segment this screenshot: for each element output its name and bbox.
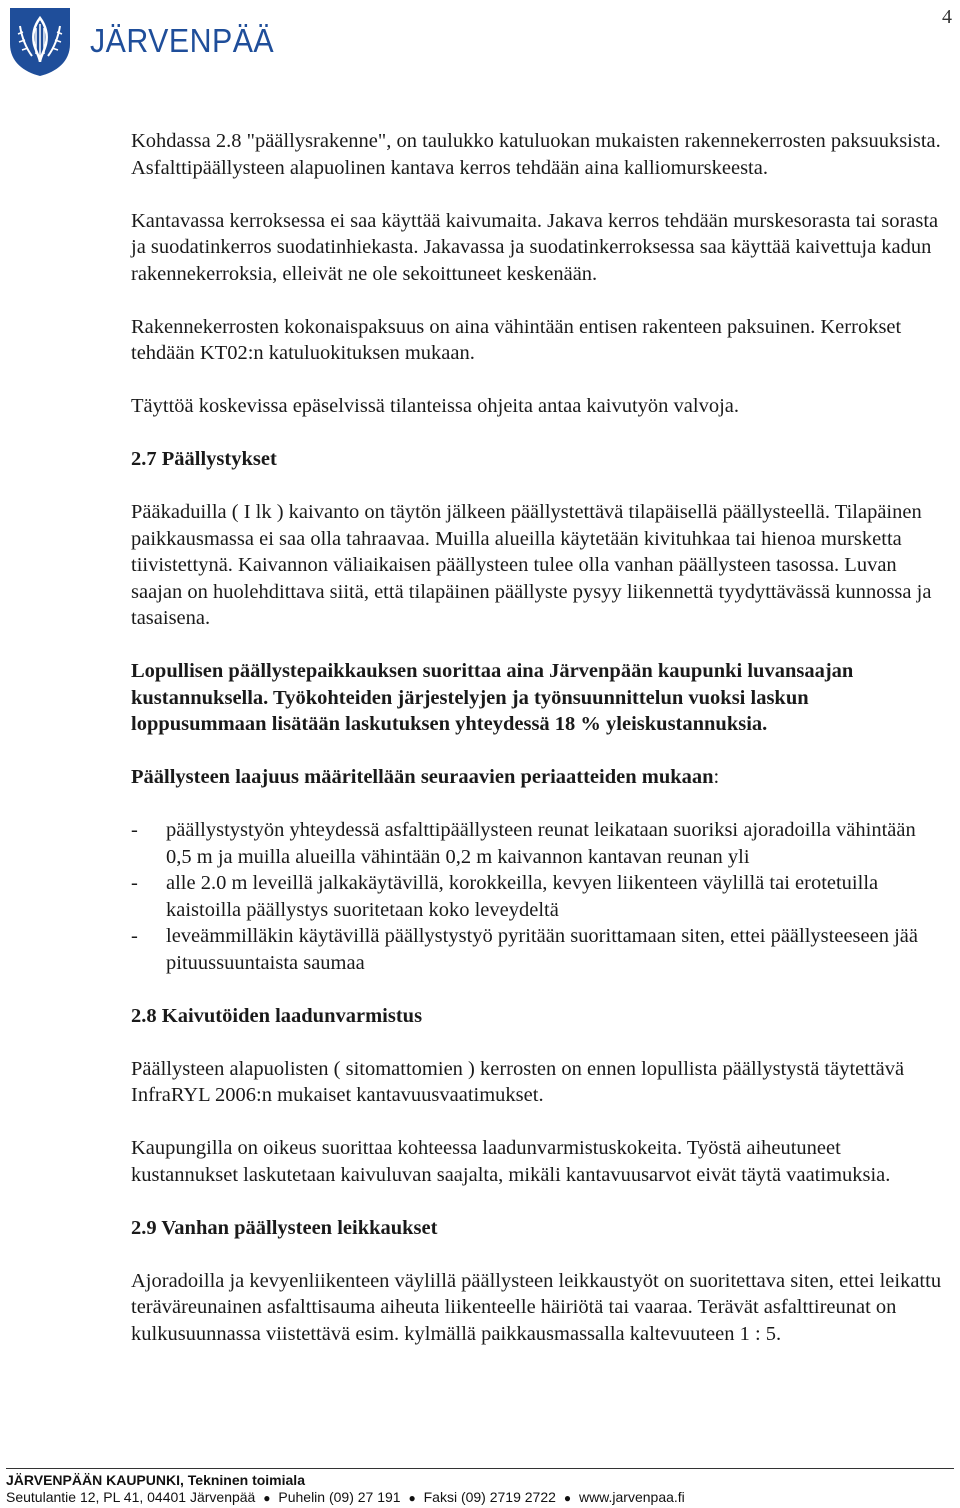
list-item xyxy=(131,870,943,923)
section-heading-2-9: 2.9 Vanhan päällysteen leikkaukset xyxy=(131,1216,438,1239)
page-number: 4 xyxy=(942,6,952,28)
paragraph-6-bold: Lopullisen päällystepaikkauksen suorittaa aina Järvenpään kaupunki luvansaajan kustannuksella. Työkohteiden järjestelyjen ja työnsuunnittelun vuoksi laskun loppusummaan lisätään laskutuksen yhteydessä 18 % yleiskustannuksia. xyxy=(131,660,854,735)
footer-organization: JÄRVENPÄÄN KAUPUNKI, Tekninen toimiala xyxy=(6,1472,305,1488)
section-heading-2-7: 2.7 Päällystykset xyxy=(131,448,277,470)
document-body xyxy=(131,128,943,1347)
list-item-text: alle 2.0 m leveillä jalkakäytävillä, korokkeilla, kevyen liikenteen väylillä tai erotetuilla kaistoilla päällystys suoritetaan koko leveydeltä xyxy=(166,872,879,921)
paragraph-9: Kaupungilla on oikeus suorittaa kohteessa laadunvarmistuskokeita. Työstä aiheutuneet kustannukset laskutetaan kaivuluvan saajalta, mikäli kantavuusarvot eivät täytä vaatimuksia. xyxy=(131,1137,891,1186)
dash-marker: - xyxy=(131,872,138,894)
paragraph-4: Täyttöä koskevissa epäselvissä tilanteissa ohjeita antaa kaivutyön valvoja. xyxy=(131,395,739,417)
footer-website-link[interactable]: www.jarvenpaa.fi xyxy=(578,1489,685,1505)
footer-phone: Puhelin (09) 27 191 xyxy=(278,1489,401,1505)
paragraph-1: Kohdassa 2.8 "päällysrakenne", on taulukko katuluokan mukaisten rakennekerrosten paksuuksista. Asfalttipäällysteen alapuolinen kantava kerros tehdään aina kalliomurskeesta. xyxy=(131,130,941,179)
page-footer xyxy=(6,1468,954,1507)
footer-contact-line xyxy=(6,1489,954,1507)
paragraph-5: Pääkaduilla ( I lk ) kaivanto on täytön jälkeen päällystettävä tilapäisellä päällysteellä. Tilapäinen paikkausmassa ei saa olla tahraavaa. Muilla alueilla käytetään kivituhkaa tai hienoa mursketta tiivistettynä. Kaivannon väliaikaisen päällysteen tulee olla vanhan päällysteen tasossa. Luvan saajan on huolehdittava siitä, että tilapäinen päällyste pysyy liikennettä tyydyttävässä kunnossa ja tasaisena. xyxy=(131,501,932,629)
logo-wordmark: JÄRVENPÄÄ xyxy=(90,22,275,59)
list-item xyxy=(131,923,943,976)
footer-address: Seutulantie 12, PL 41, 04401 Järvenpää xyxy=(6,1489,256,1505)
paragraph-7-bold: Päällysteen laajuus määritellään seuraavien periaatteiden mukaan xyxy=(131,766,714,788)
dash-list xyxy=(131,817,943,976)
section-heading-2-8: 2.8 Kaivutöiden laadunvarmistus xyxy=(131,1004,423,1027)
coat-of-arms-icon xyxy=(6,4,74,78)
city-logo xyxy=(6,4,275,78)
footer-fax: Faksi (09) 2719 2722 xyxy=(423,1489,556,1505)
dash-marker: - xyxy=(131,819,138,841)
paragraph-7 xyxy=(131,764,943,791)
list-item xyxy=(131,817,943,870)
paragraph-2: Kantavassa kerroksessa ei saa käyttää kaivumaita. Jakava kerros tehdään murskesorasta tai sorasta ja suodatinkerros suodatinhiekasta. Jakavassa ja suodatinkerroksessa saa käyttää kaivettuja kadun rakennekerroksia, elleivät ne ole sekoittuneet keskenään. xyxy=(131,209,939,285)
paragraph-8: Päällysteen alapuolisten ( sitomattomien ) kerrosten on ennen lopullista päällystystä täytettävä InfraRYL 2006:n mukaiset kantavuusvaatimukset. xyxy=(131,1057,905,1106)
paragraph-10: Ajoradoilla ja kevyenliikenteen väylillä päällysteen leikkaustyöt on suoritettava siten, ettei leikattu teräväreunainen asfalttisauma aiheuta liikenteelle häiriötä tai vaaraa. Terävät asfalttireunat on kulkusuunnassa viistettävä esim. kylmällä paikkausmassalla kaltevuuteen 1 : 5. xyxy=(131,1269,942,1345)
paragraph-7-colon: : xyxy=(713,766,720,788)
footer-separator: ● xyxy=(263,1491,271,1505)
list-item-text: päällystystyön yhteydessä asfalttipäällysteen reunat leikataan suoriksi ajoradoilla vähintään 0,5 m ja muilla alueilla vähintään 0,2 m kaivannon kantavan reunan yli xyxy=(166,819,916,868)
paragraph-3: Rakennekerrosten kokonaispaksuus on aina vähintään entisen rakenteen paksuinen. Kerrokset tehdään KT02:n katuluokituksen mukaan. xyxy=(131,315,902,364)
footer-separator: ● xyxy=(408,1491,416,1505)
dash-marker: - xyxy=(131,925,138,947)
footer-separator: ● xyxy=(563,1491,572,1505)
list-item-text: leveämmilläkin käytävillä päällystystyö pyritään suorittamaan siten, ettei päällysteeseen jää pituussuuntaista saumaa xyxy=(166,925,918,974)
